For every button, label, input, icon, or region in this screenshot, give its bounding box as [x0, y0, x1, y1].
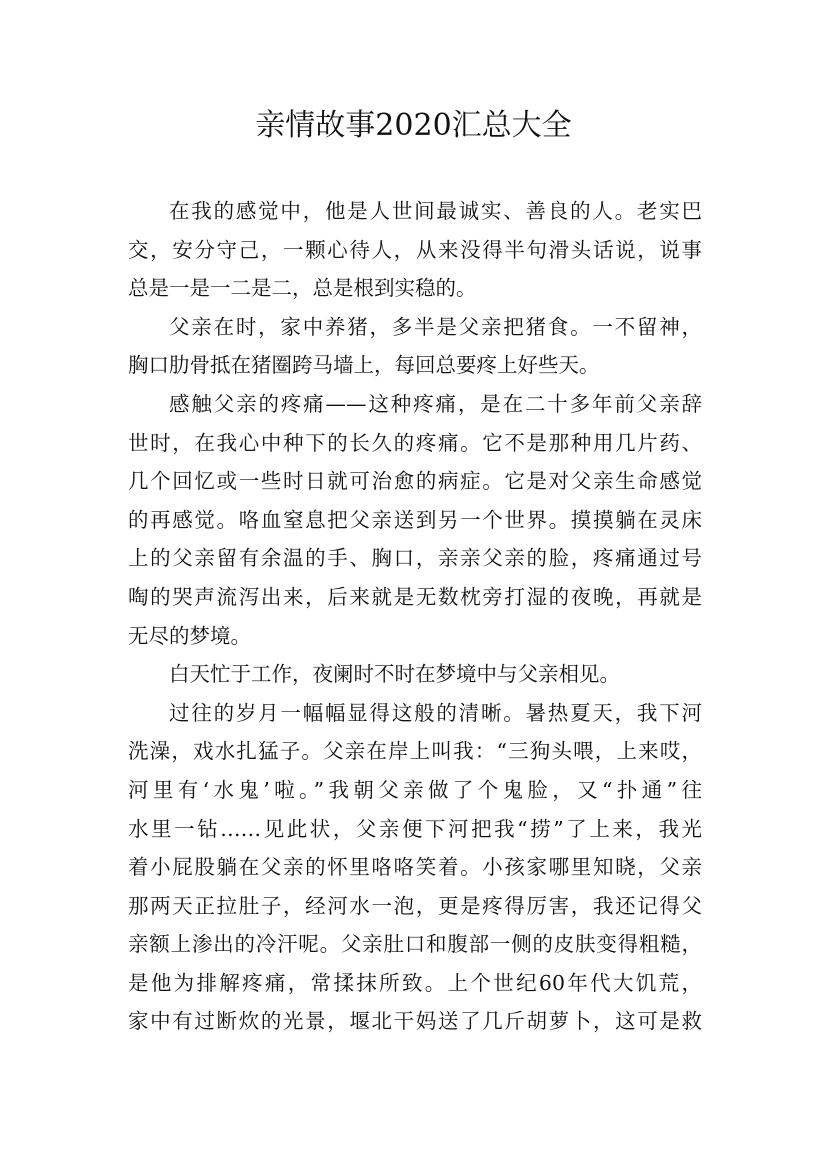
body-line: 着小屁股躺在父亲的怀里咯咯笑着。小孩家哪里知晓，父亲	[128, 855, 702, 880]
body-line: 感触父亲的疼痛——这种疼痛，是在二十多年前父亲辞	[169, 391, 702, 416]
body-line: 总是一是一二是二，总是根到实稳的。	[128, 276, 477, 301]
body-line: 几个回忆或一些时日就可治愈的病症。它是对父亲生命感觉	[128, 469, 702, 494]
body-line: 家中有过断炊的光景，堰北干妈送了几斤胡萝卜，这可是救	[128, 1009, 702, 1034]
body-line: 亲额上渗出的冷汗呢。父亲肚口和腹部一侧的皮肤变得粗糙，	[128, 932, 702, 957]
body-line: 啕的哭声流泻出来，后来就是无数枕旁打湿的夜晚，再就是	[128, 584, 702, 609]
body-line: 那两天正拉肚子，经河水一泡，更是疼得厉害，我还记得父	[128, 893, 702, 918]
document-title: 亲情故事2020汇总大全	[255, 108, 572, 143]
body-line: 过往的岁月一幅幅显得这般的清晰。暑热夏天，我下河	[169, 700, 702, 725]
document-body	[128, 192, 702, 1041]
body-line: 父亲在时，家中养猪，多半是父亲把猪食。一不留神，	[169, 314, 702, 339]
body-line: 水里一钻……见此状，父亲便下河把我“捞”了上来，我光	[128, 816, 702, 841]
body-line: 在我的感觉中，他是人世间最诚实、善良的人。老实巴	[169, 199, 702, 223]
body-line: 是他为排解疼痛，常揉抹所致。上个世纪60年代大饥荒，	[128, 970, 702, 995]
body-line: 无尽的梦境。	[128, 623, 251, 648]
body-line: 世时，在我心中种下的长久的疼痛。它不是那种用几片药、	[128, 430, 702, 455]
body-line: 交，安分守己，一颗心待人，从来没得半句滑头话说，说事	[128, 237, 702, 262]
body-line: 胸口肋骨抵在猪圈跨马墙上，每回总要疼上好些天。	[128, 353, 600, 378]
body-line: 河里有‘水鬼’啦。”我朝父亲做了个鬼脸，又“扑通”往	[128, 777, 702, 802]
body-line: 洗澡，戏水扎猛子。父亲在岸上叫我：“三狗头喂，上来哎，	[128, 739, 702, 764]
body-line: 白天忙于工作，夜阑时不时在梦境中与父亲相见。	[169, 662, 620, 687]
body-line: 的再感觉。咯血窒息把父亲送到另一个世界。摸摸躺在灵床	[128, 507, 702, 532]
body-line: 上的父亲留有余温的手、胸口，亲亲父亲的脸，疼痛通过号	[128, 546, 702, 571]
